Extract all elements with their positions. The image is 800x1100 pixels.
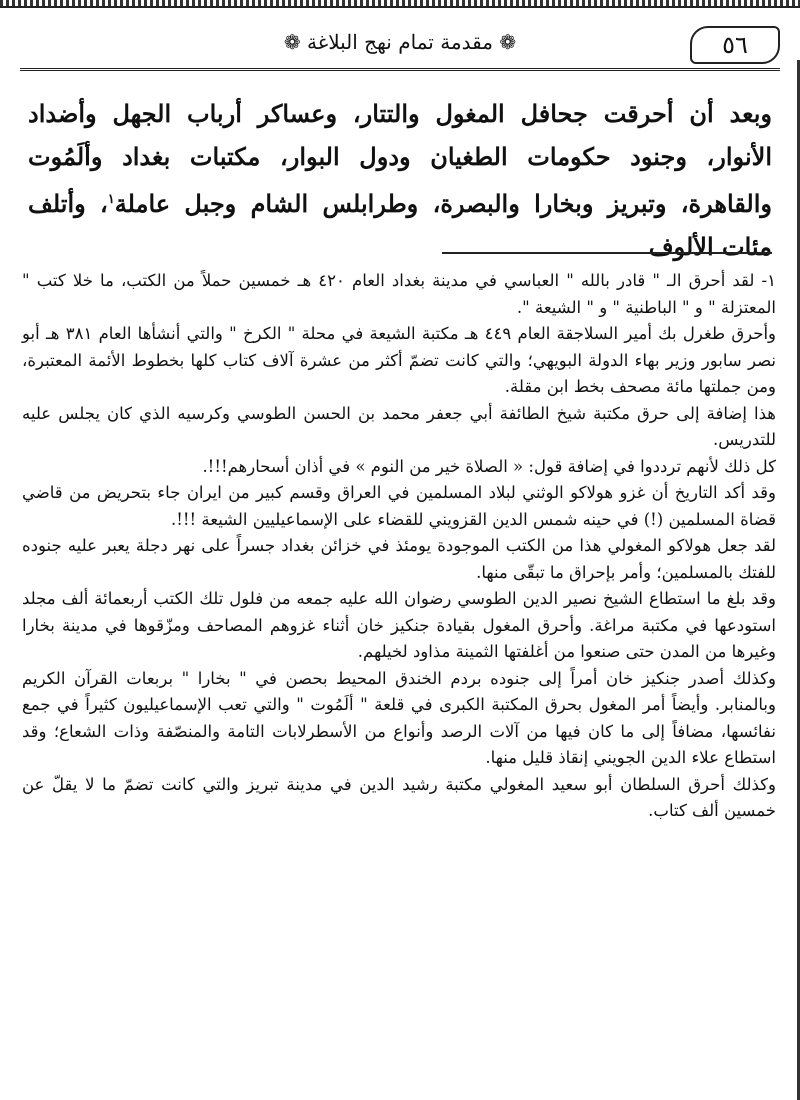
main-paragraph xyxy=(28,92,772,268)
footnote-paragraph: وقد أكد التاريخ أن غزو هولاكو الوثني لبلاد المسلمين في العراق وقسم كبير من ايران جاء بتحريض من قاضي قضاة المسلمين (!) في حينه شمس الدين القزويني للقضاء على الإسماعيليين الشيعة !!!. xyxy=(22,483,776,529)
footnote-paragraph: ١- لقد أحرق الـ " قادر بالله " العباسي في مدينة بغداد العام ٤٢٠ هـ خمسين حملاً من الكتب، ما خلا كتب " المعتزلة " و " الباطنية " و " الشيعة ". xyxy=(22,271,776,317)
running-title: ❁ مقدمة تمام نهج البلاغة ❁ xyxy=(283,30,517,54)
footnote-reference: ١ xyxy=(107,192,115,207)
footnote-paragraph: وقد بلغ ما استطاع الشيخ نصير الدين الطوسي رضوان الله عليه جمعه من فلول تلك الكتب أربعمائة ألف مجلد استودعها في مكتبة مراغة. وأحرق المغول بقيادة جنكيز خان أثناء غزوهم المصاحف ومزّقوها في مدينة بخارا وغيرها من المدن حتى صنعوا من أغلفتها الثمينة مذاود لخيلهم. xyxy=(22,589,776,661)
main-text xyxy=(28,92,772,268)
paragraph-text: وبعد أن أحرقت جحافل المغول والتتار، وعساكر أرباب الجهل وأضداد الأنوار، وجنود حكومات الطغيان ودول البوار، مكتبات بغداد وألَمُوت والقاهرة، وتبريز وبخارا والبصرة، وطرابلس الشام وجبل عاملة xyxy=(28,99,772,218)
footnote-paragraph: كل ذلك لأنهم ترددوا في إضافة قول: « الصلاة خير من النوم » في أذان أسحارهم!!!. xyxy=(202,456,776,476)
footnote-paragraph: وكذلك أحرق السلطان أبو سعيد المغولي مكتبة رشيد الدين في مدينة تبريز والتي كانت تضمّ ما لا يقلّ عن خمسين ألف كتاب. xyxy=(22,774,776,820)
footnote-paragraph: لقد جعل هولاكو المغولي هذا من الكتب الموجودة يومئذ في خزائن بغداد جسراً على نهر دجلة يعبر عليه جنوده للفتك بالمسلمين؛ وأمر بإحراق ما تبقّى منها. xyxy=(22,536,776,582)
page-number-badge: ٥٦ xyxy=(690,26,780,64)
footnotes-section xyxy=(22,268,776,825)
paragraph-text-end: ، وأتلف مئات الألوف xyxy=(28,189,772,261)
footnote-separator xyxy=(442,252,772,254)
footnote-paragraph: وأحرق طغرل بك أمير السلاجقة العام ٤٤٩ هـ مكتبة الشيعة في محلة " الكرخ " والتي أنشأها العام ٣٨١ هـ أبو نصر سابور وزير بهاء الدولة البويهي؛ والتي كانت تضمّ أكثر من عشرة آلاف كتاب كلها بخطوط الأئمة المعتبرة، ومن جملتها مائة مصحف بخط ابن مقلة. xyxy=(22,324,776,396)
footnote-paragraph: وكذلك أصدر جنكيز خان أمراً إلى جنوده بردم الخندق المحيط بحصن في " بخارا " بربعات القرآن الكريم وبالمنابر. وأيضاً أمر المغول بحرق المكتبة الكبرى في قلعة " ألَمُوت " والتي تعب الإسماعيليون كثيراً في جمع نفائسها، مضافاً إلى ما كان فيها من آلات الرصد وأنواع من الأسطرلابات التامة والمنصّفة وذات الشعاع؛ وقد استطاع علاء الدين الجويني إنقاذ قليل منها. xyxy=(22,668,776,767)
top-border xyxy=(0,0,800,8)
page-header xyxy=(20,22,780,71)
footnote-paragraph: هذا إضافة إلى حرق مكتبة شيخ الطائفة أبي جعفر محمد بن الحسن الطوسي وكرسيه الذي كان يجلس عليه للتدريس. xyxy=(22,403,776,449)
